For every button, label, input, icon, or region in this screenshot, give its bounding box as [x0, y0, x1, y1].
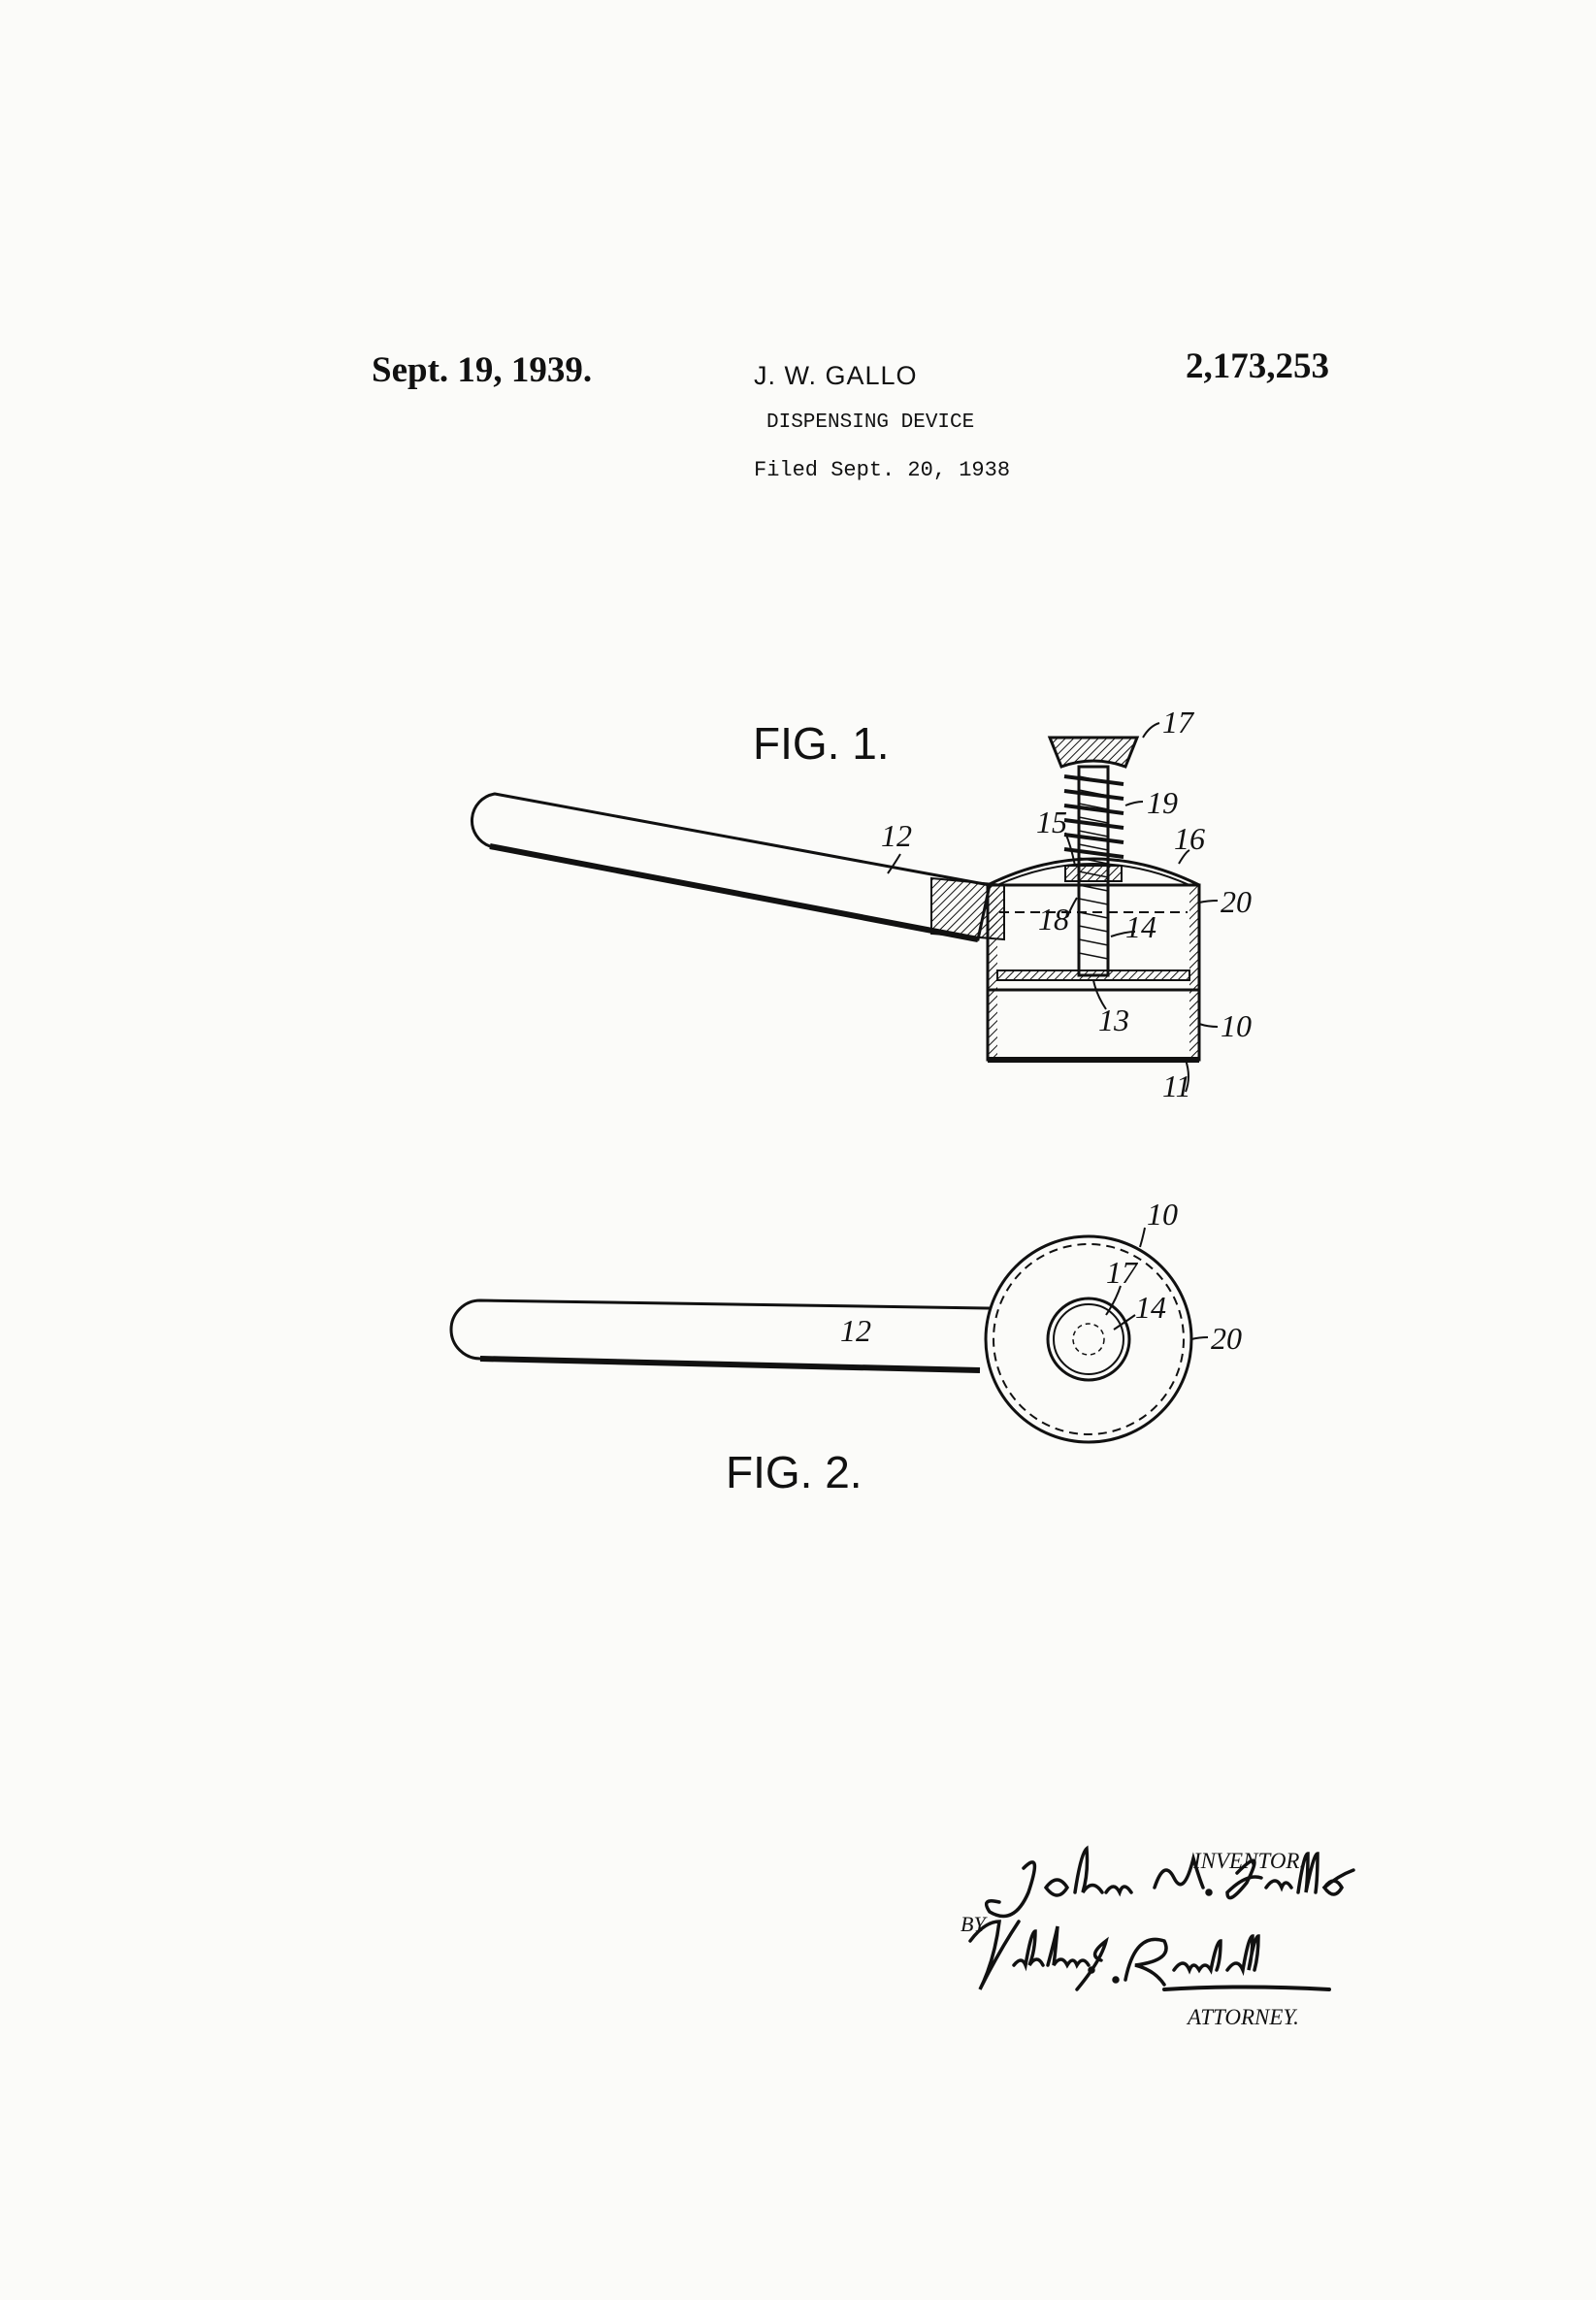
fig2-body-inner	[993, 1244, 1184, 1434]
ref-12-fig1: 12	[881, 818, 912, 853]
ref-18: 18	[1038, 902, 1069, 936]
ref-16: 16	[1174, 821, 1205, 856]
inventor-label: INVENTOR.	[1193, 1849, 1306, 1873]
ref-12-fig2: 12	[840, 1313, 871, 1348]
fig2-stem	[1073, 1324, 1104, 1355]
attorney-label: ATTORNEY.	[1188, 2005, 1299, 2029]
by-label: BY	[961, 1912, 986, 1936]
fig1-base	[988, 990, 1199, 1060]
ref-15: 15	[1036, 805, 1067, 839]
fig1-drawing	[472, 705, 1252, 1103]
inventor-name: J. W. GALLO	[754, 361, 918, 390]
ref-19: 19	[1147, 785, 1178, 820]
fig2-drawing	[451, 1197, 1242, 1442]
fig2-body-outer	[986, 1236, 1191, 1442]
patent-subject: DISPENSING DEVICE	[766, 411, 975, 434]
ref-10-fig1: 10	[1221, 1008, 1252, 1043]
fig1-knob	[1050, 738, 1137, 767]
ref-17-fig2: 17	[1106, 1255, 1137, 1290]
fig1-label: FIG. 1.	[753, 718, 890, 769]
attorney-signature	[970, 1922, 1329, 1989]
patent-number: 2,173,253	[1186, 346, 1329, 386]
ref-14-fig2: 14	[1135, 1290, 1166, 1325]
ref-20-fig2: 20	[1211, 1321, 1242, 1356]
ref-20-fig1: 20	[1221, 884, 1252, 919]
ref-11: 11	[1162, 1068, 1191, 1103]
filed-date: Filed Sept. 20, 1938	[754, 458, 1011, 482]
ref-14-fig1: 14	[1125, 909, 1156, 944]
patent-date: Sept. 19, 1939.	[372, 350, 593, 390]
ref-10-fig2: 10	[1147, 1197, 1178, 1232]
fig2-knob	[1048, 1298, 1129, 1380]
fig2-label: FIG. 2.	[726, 1447, 863, 1497]
ref-17-fig1: 17	[1162, 705, 1193, 739]
fig1-handle	[472, 794, 990, 939]
ref-13: 13	[1098, 1002, 1129, 1037]
